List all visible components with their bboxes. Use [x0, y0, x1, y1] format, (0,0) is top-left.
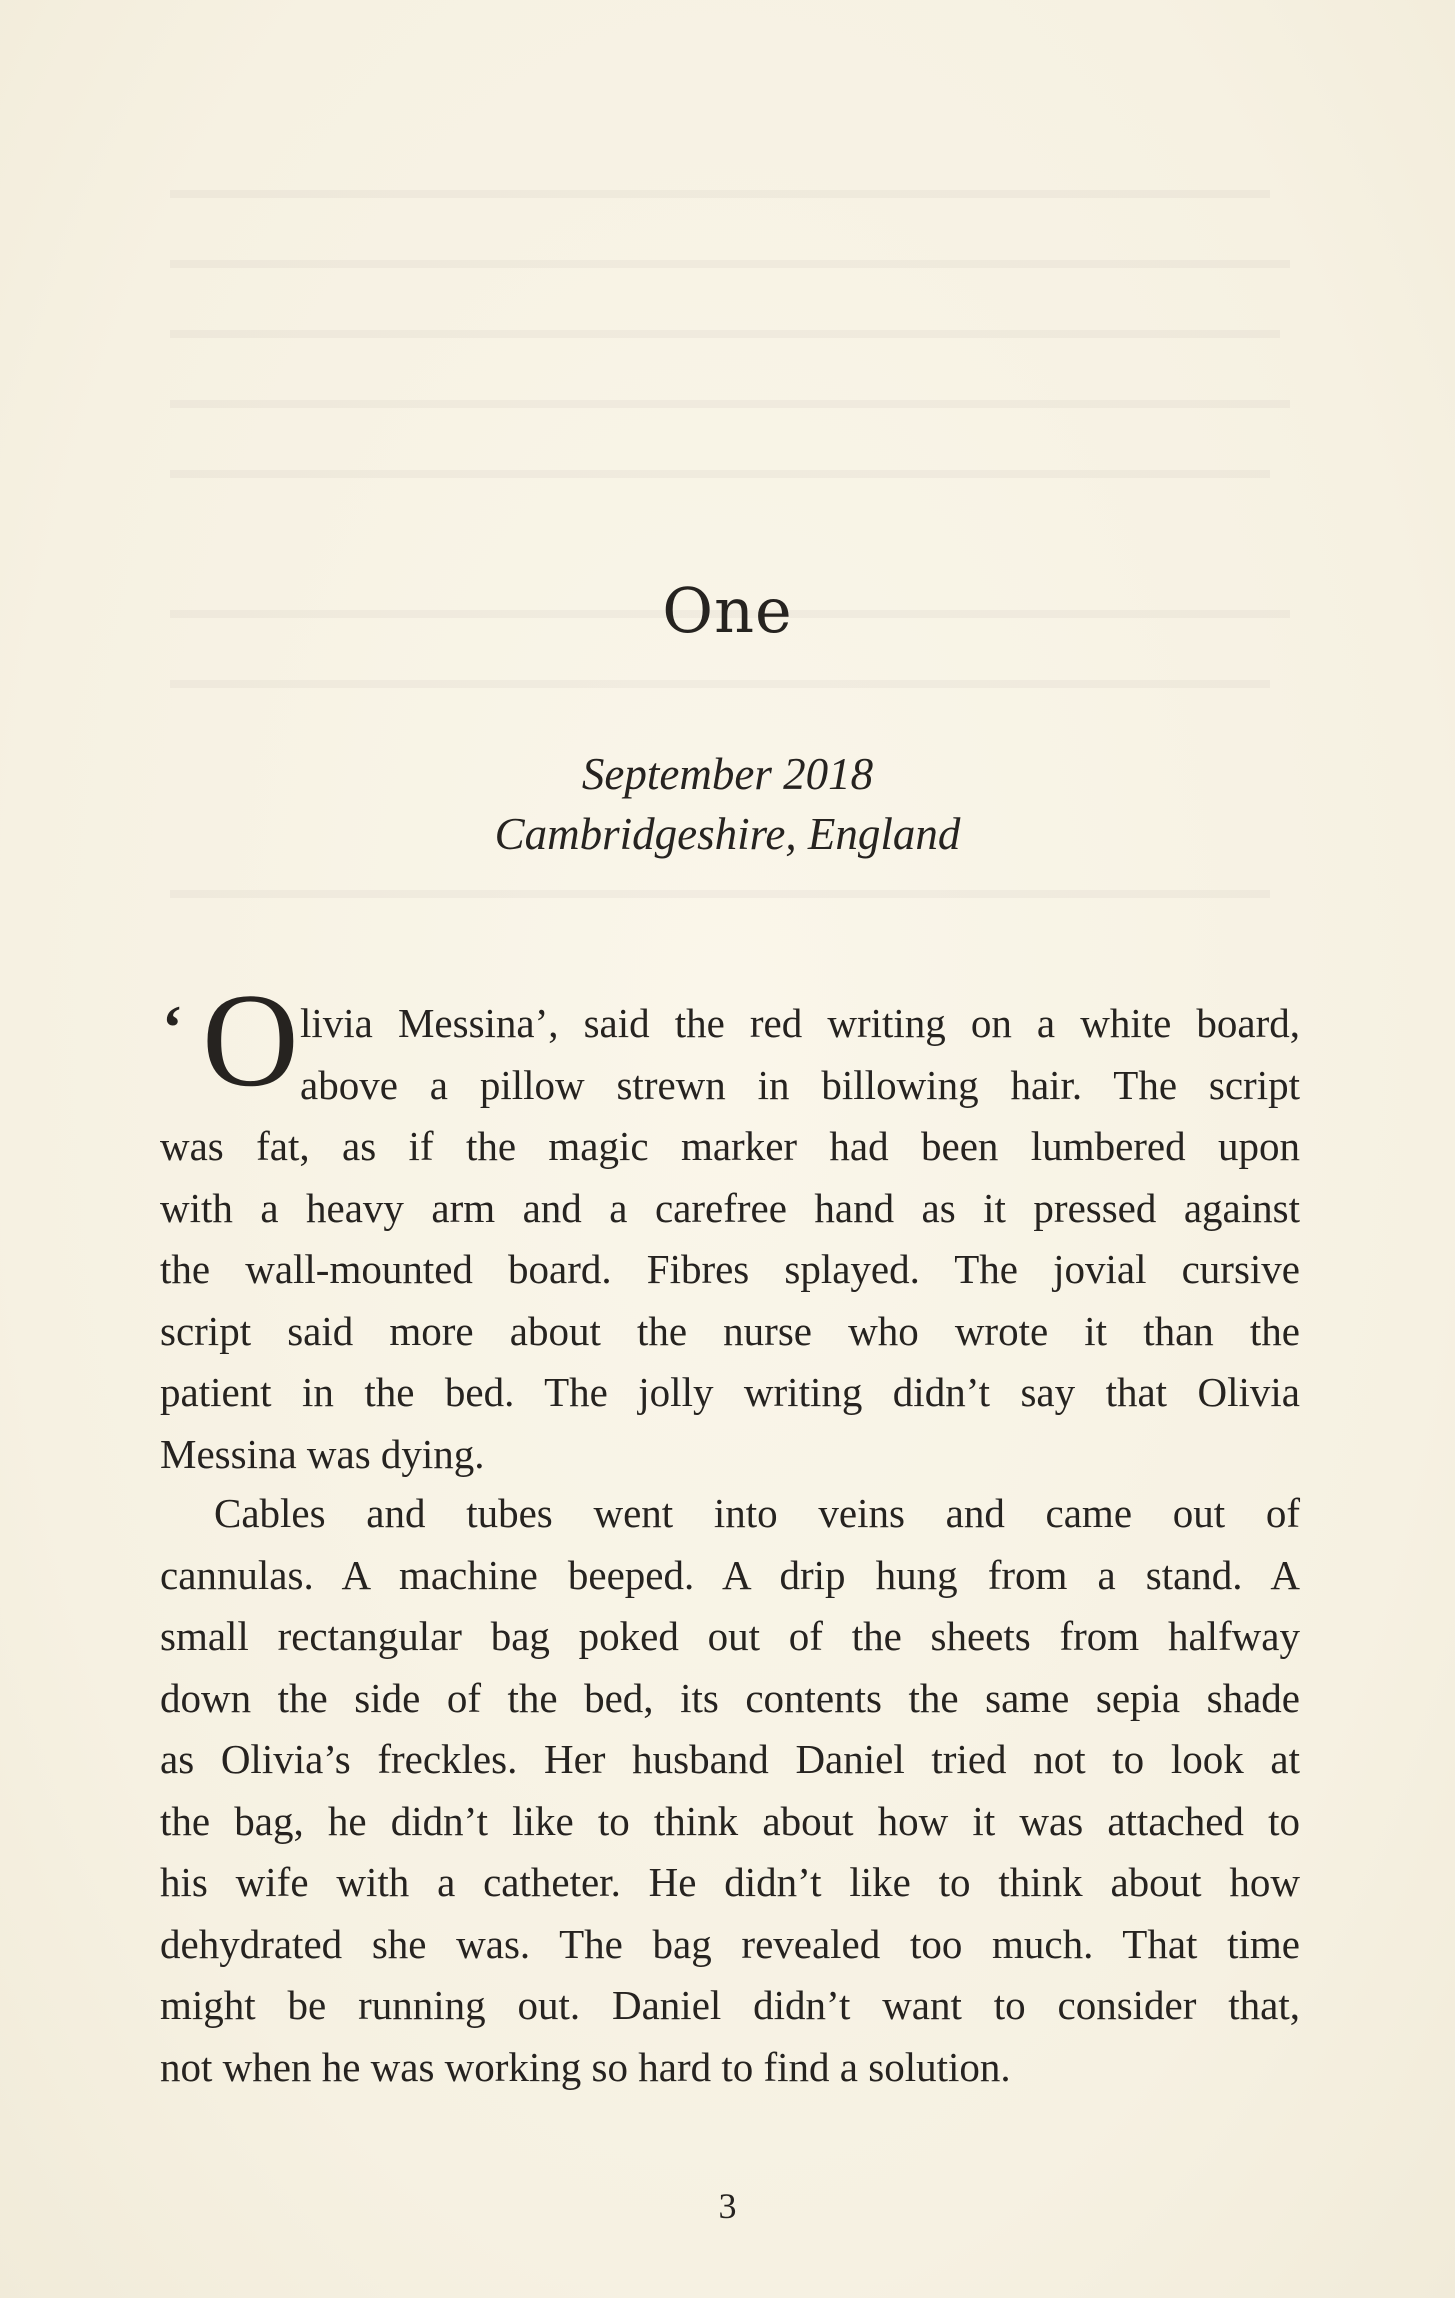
chapter-place: Cambridgeshire, England — [494, 809, 961, 859]
chapter-title: One — [662, 573, 793, 647]
chapter-date: September 2018 — [581, 749, 874, 799]
page-number: 3 — [718, 2186, 737, 2226]
text-line: was fat, as if the magic marker had been lumbered upon — [160, 1123, 1300, 1169]
show-through-mark — [170, 470, 1270, 478]
drop-cap-letter: O — [202, 966, 299, 1114]
show-through-mark — [170, 190, 1270, 198]
text-line: Messina was dying. — [160, 1430, 485, 1477]
text-line: as Olivia’s freckles. Her husband Daniel tried not to look at — [160, 1736, 1300, 1782]
text-line: Cables and tubes went into veins and came out of — [214, 1490, 1300, 1536]
text-line: cannulas. A machine beeped. A drip hung from a stand. A — [160, 1551, 1300, 1598]
text-line: the bag, he didn’t like to think about how it was attached to — [160, 1797, 1300, 1844]
text-line: small rectangular bag poked out of the sheets from halfway — [160, 1613, 1300, 1659]
text-line: livia Messina’, said the red writing on a white board, — [300, 1000, 1300, 1046]
text-line: above a pillow strewn in billowing hair. The script — [300, 1061, 1300, 1108]
text-line: dehydrated she was. The bag revealed too much. That time — [160, 1920, 1300, 1967]
text-line: his wife with a catheter. He didn’t like to think about how — [160, 1859, 1300, 1905]
text-line: down the side of the bed, its contents the same sepia shade — [160, 1674, 1300, 1721]
text-line: not when he was working so hard to find a solution. — [160, 2043, 1011, 2090]
paragraph-1 — [160, 993, 1300, 1485]
show-through-mark — [170, 400, 1290, 408]
text-line: the wall-mounted board. Fibres splayed. The jovial cursive — [160, 1246, 1300, 1292]
show-through-mark — [170, 260, 1290, 268]
text-line: patient in the bed. The jolly writing didn’t say that Olivia — [160, 1369, 1300, 1415]
show-through-mark — [170, 890, 1270, 898]
paragraph-2 — [160, 1483, 1300, 2098]
opening-quote-mark: ‘ — [162, 994, 183, 1062]
show-through-mark — [170, 680, 1270, 688]
text-line: might be running out. Daniel didn’t want to consider that, — [160, 1982, 1300, 2028]
text-line: script said more about the nurse who wrote it than the — [160, 1307, 1300, 1354]
show-through-mark — [170, 330, 1280, 338]
text-line: with a heavy arm and a carefree hand as it pressed against — [160, 1184, 1300, 1231]
